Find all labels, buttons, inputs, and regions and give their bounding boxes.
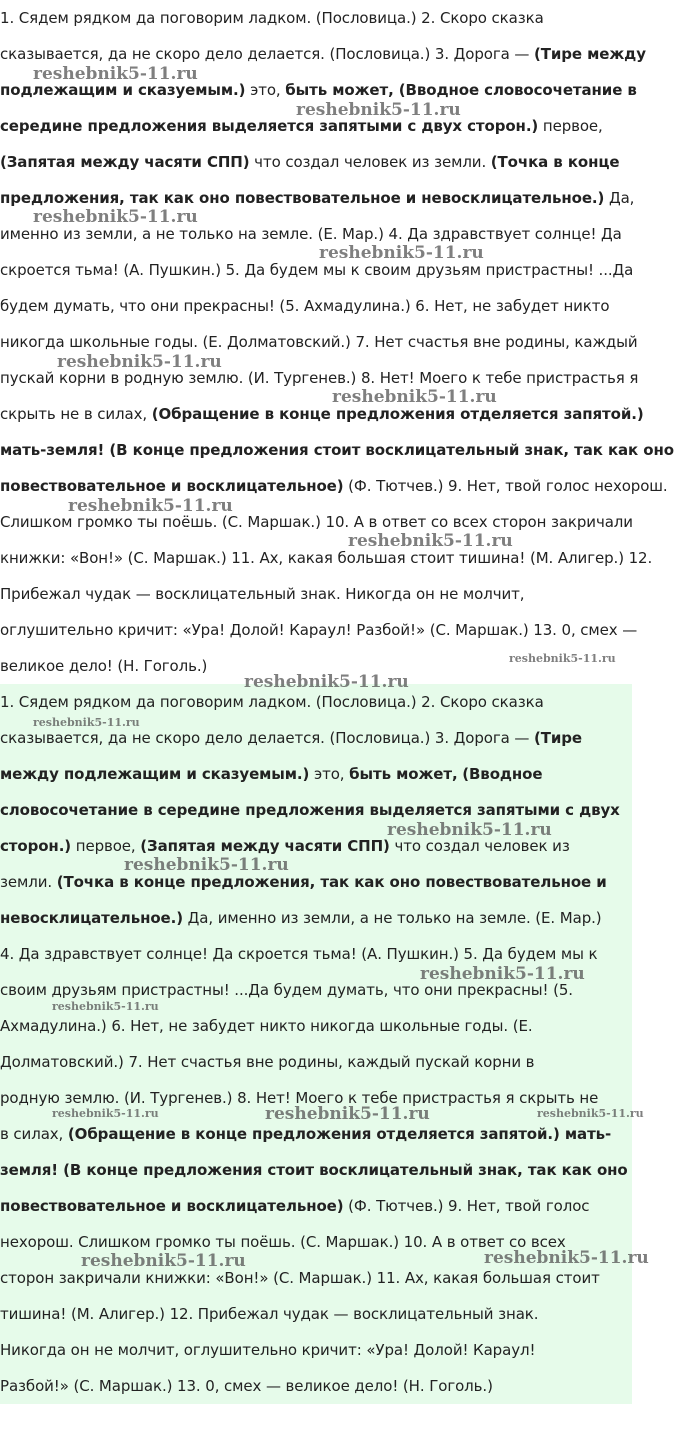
text-line (0, 792, 632, 828)
bold-annotation: предложения, так как оно повествовательное и невосклицательное.) (0, 189, 605, 207)
watermark: reshebnik5-11.ru (81, 1251, 246, 1271)
text-segment: в силах, (0, 1125, 68, 1143)
text-segment: первое, (71, 837, 141, 855)
bold-annotation: словосочетание в середине предложения выделяется запятыми с двух (0, 801, 620, 819)
bold-annotation: (Запятая между часяти СПП) (0, 153, 250, 171)
text-line (0, 936, 632, 972)
watermark: reshebnik5-11.ru (124, 855, 289, 875)
text-line (0, 36, 680, 72)
text-segment: что создал человек из земли. (249, 153, 491, 171)
watermark: reshebnik5-11.ru (33, 716, 140, 729)
text-segment: пускай корни в родную землю. (И. Тургенев.) 8. Нет! Моего к тебе пристрастья я (0, 369, 639, 387)
bold-annotation: невосклицательное.) (0, 909, 183, 927)
text-segment: Да, именно из земли, а не только на земле. (Е. Мар.) (182, 909, 602, 927)
text-segment: первое, (538, 117, 603, 135)
watermark: reshebnik5-11.ru (348, 531, 513, 551)
text-line (0, 360, 680, 396)
text-segment: 1. Сядем рядком да поговорим ладком. (Пословица.) 2. Скоро сказка (0, 693, 544, 711)
text-line (0, 1080, 632, 1116)
watermark: reshebnik5-11.ru (509, 652, 616, 665)
watermark: reshebnik5-11.ru (265, 1104, 430, 1124)
text-line (0, 0, 680, 36)
text-line (0, 900, 632, 936)
text-segment: 4. Да здравствует солнце! Да скроется тьма! (А. Пушкин.) 5. Да будем мы к (0, 945, 598, 963)
text-segment: Ахмадулина.) 6. Нет, не забудет никто никогда школьные годы. (Е. (0, 1017, 533, 1035)
watermark: reshebnik5-11.ru (484, 1248, 649, 1268)
exercise-text-block (0, 0, 680, 684)
bold-annotation: (Точка в конце (490, 153, 620, 171)
bold-annotation: середине предложения выделяется запятыми с двух сторон.) (0, 117, 539, 135)
text-line (0, 1332, 632, 1368)
text-line (0, 504, 680, 540)
text-line (0, 288, 680, 324)
text-line (0, 1224, 632, 1260)
text-line (0, 396, 680, 432)
bold-annotation: мать-земля! (В конце предложения стоит восклицательный знак, так как оно (0, 441, 674, 459)
text-segment: сторон закричали книжки: «Вон!» (С. Маршак.) 11. Ах, какая большая стоит (0, 1269, 600, 1287)
text-line (0, 72, 680, 108)
text-segment: Да, (604, 189, 635, 207)
bold-annotation: быть может, (349, 765, 458, 783)
bold-annotation: подлежащим и сказуемым.) (0, 81, 246, 99)
text-segment: земли. (0, 873, 57, 891)
text-line (0, 216, 680, 252)
text-segment: Прибежал чудак — восклицательный знак. Никогда он не молчит, (0, 585, 525, 603)
text-segment: нехорош. Слишком громко ты поёшь. (С. Маршак.) 10. А в ответ со всех (0, 1233, 566, 1251)
text-line (0, 432, 680, 468)
watermark: reshebnik5-11.ru (420, 964, 585, 984)
text-segment: Никогда он не молчит, оглушительно кричит: «Ура! Долой! Караул! (0, 1341, 536, 1359)
bold-annotation: (Запятая между часяти СПП) (140, 837, 390, 855)
watermark: reshebnik5-11.ru (68, 496, 233, 516)
text-line (0, 144, 680, 180)
watermark: reshebnik5-11.ru (387, 820, 552, 840)
bold-annotation: повествовательное и восклицательное) (0, 477, 344, 495)
bold-annotation: (Точка в конце предложения, так как оно повествовательное и (56, 873, 607, 891)
text-segment: будем думать, что они прекрасны! (5. Ахмадулина.) 6. Нет, не забудет никто (0, 297, 610, 315)
text-line (0, 180, 680, 216)
text-line (0, 828, 632, 864)
text-line (0, 324, 680, 360)
bold-annotation: (Тире (533, 729, 582, 747)
watermark: reshebnik5-11.ru (57, 352, 222, 372)
text-segment: сказывается, да не скоро дело делается. (Пословица.) 3. Дорога — (0, 729, 534, 747)
watermark: reshebnik5-11.ru (332, 387, 497, 407)
bold-annotation: (Вводное (462, 765, 543, 783)
bold-annotation: между подлежащим и сказуемым.) (0, 765, 310, 783)
watermark: reshebnik5-11.ru (537, 1107, 644, 1120)
bold-annotation: (Тире между (533, 45, 646, 63)
text-line (0, 612, 680, 648)
text-segment: Долматовский.) 7. Нет счастья вне родины, каждый пускай корни в (0, 1053, 535, 1071)
watermark: reshebnik5-11.ru (296, 100, 461, 120)
text-segment: это, (309, 765, 350, 783)
watermark: reshebnik5-11.ru (33, 64, 198, 84)
text-segment: (Ф. Тютчев.) 9. Нет, твой голос нехорош. (343, 477, 668, 495)
text-segment: Разбой!» (С. Маршак.) 13. 0, смех — великое дело! (Н. Гоголь.) (0, 1377, 493, 1395)
bold-annotation: земля! (В конце предложения стоит восклицательный знак, так как оно (0, 1161, 628, 1179)
text-segment: книжки: «Вон!» (С. Маршак.) 11. Ах, какая большая стоит тишина! (М. Алигер.) 12. (0, 549, 653, 567)
text-segment: Слишком громко ты поёшь. (С. Маршак.) 10. А в ответ со всех сторон закричали (0, 513, 633, 531)
text-line (0, 864, 632, 900)
bold-annotation: сторон.) (0, 837, 72, 855)
text-segment: именно из земли, а не только на земле. (Е. Мар.) 4. Да здравствует солнце! Да (0, 225, 622, 243)
text-segment: оглушительно кричит: «Ура! Долой! Караул! Разбой!» (С. Маршак.) 13. 0, смех — (0, 621, 638, 639)
text-line (0, 1260, 632, 1296)
text-segment: никогда школьные годы. (Е. Долматовский.) 7. Нет счастья вне родины, каждый (0, 333, 638, 351)
text-line (0, 1296, 632, 1332)
bold-annotation: (Обращение в конце предложения отделяется запятой.) (151, 405, 644, 423)
text-segment: скрыть не в силах, (0, 405, 152, 423)
text-line (0, 720, 632, 756)
text-segment: родную землю. (И. Тургенев.) 8. Нет! Моего к тебе пристрастья я скрыть не (0, 1089, 599, 1107)
text-segment: это, (245, 81, 286, 99)
watermark: reshebnik5-11.ru (52, 1000, 159, 1013)
watermark: reshebnik5-11.ru (319, 243, 484, 263)
watermark: reshebnik5-11.ru (52, 1107, 159, 1120)
watermark: reshebnik5-11.ru (244, 672, 409, 692)
bold-annotation: быть может, (Вводное словосочетание в (285, 81, 637, 99)
watermark: reshebnik5-11.ru (33, 207, 198, 227)
text-segment: (Ф. Тютчев.) 9. Нет, твой голос (343, 1197, 590, 1215)
text-line (0, 1116, 632, 1152)
text-line (0, 468, 680, 504)
text-segment: тишина! (М. Алигер.) 12. Прибежал чудак — восклицательный знак. (0, 1305, 539, 1323)
bold-annotation: повествовательное и восклицательное) (0, 1197, 344, 1215)
text-line (0, 108, 680, 144)
text-segment: скроется тьма! (А. Пушкин.) 5. Да будем мы к своим друзьям пристрастны! ...Да (0, 261, 634, 279)
text-line (0, 1368, 632, 1404)
text-line (0, 1044, 632, 1080)
text-line (0, 1188, 632, 1224)
text-line (0, 576, 680, 612)
text-segment: 1. Сядем рядком да поговорим ладком. (Пословица.) 2. Скоро сказка (0, 9, 544, 27)
text-segment: что создал человек из (389, 837, 570, 855)
text-line (0, 540, 680, 576)
text-line (0, 684, 632, 720)
exercise-answer-block-highlighted (0, 684, 632, 1404)
text-segment: своим друзьям пристрастны! ...Да будем думать, что они прекрасны! (5. (0, 981, 573, 999)
text-line (0, 1152, 632, 1188)
text-line (0, 972, 632, 1008)
bold-annotation: (Обращение в конце предложения отделяется запятой.) мать- (67, 1125, 612, 1143)
text-line (0, 648, 680, 684)
text-line (0, 1008, 632, 1044)
text-segment: сказывается, да не скоро дело делается. (Пословица.) 3. Дорога — (0, 45, 534, 63)
text-line (0, 252, 680, 288)
text-segment: великое дело! (Н. Гоголь.) (0, 657, 208, 675)
text-line (0, 756, 632, 792)
